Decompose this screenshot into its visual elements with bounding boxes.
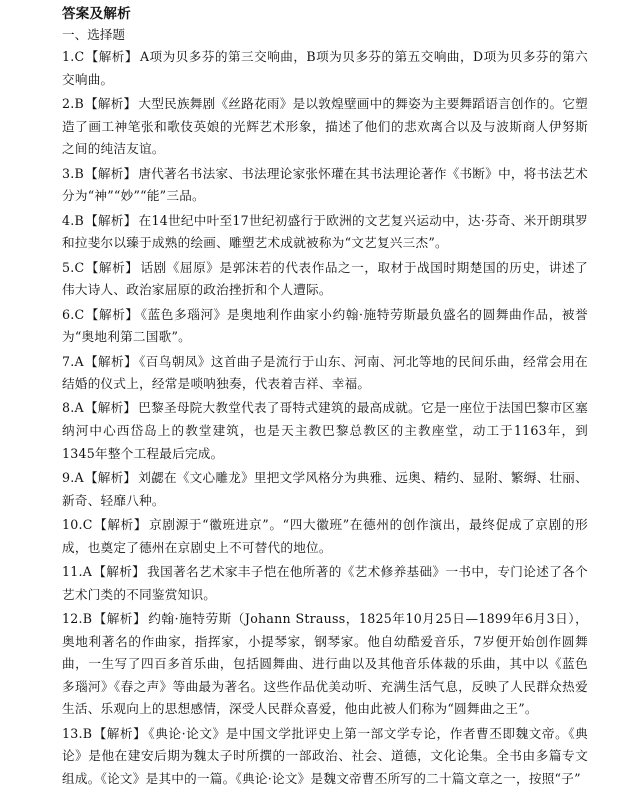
answer-explanation: 《百鸟朝凤》这首曲子是流行于山东、河南、河北等地的民间乐曲，经常会用在结婚的仪式上，经常是唢呐独奏，代表着吉祥、幸福。	[62, 353, 589, 392]
answer-explanation: 京剧源于“徽班进京”。“四大徽班”在德州的创作演出，最终促成了京剧的形成，也奠定了德州在京剧史上不可替代的地位。	[62, 517, 588, 555]
answer-number: 3.B	[62, 165, 85, 181]
analysis-tag: 【解析】	[85, 259, 139, 275]
answer-explanation: 在14世纪中叶至17世纪初盛行于欧洲的文艺复兴运动中，达·芬奇、米开朗琪罗和拉斐尔以臻于成熟的绘画、雕塑艺术成就被称为“文艺复兴三杰”。	[62, 212, 588, 251]
analysis-tag: 【解析】	[84, 470, 137, 486]
answer-item	[62, 514, 588, 559]
answer-number: 1.C	[62, 49, 85, 64]
analysis-tag: 【解析】	[85, 165, 137, 181]
answer-item	[62, 608, 588, 721]
analysis-tag: 【解析】	[93, 564, 146, 580]
answer-item	[62, 93, 588, 161]
analysis-tag: 【解析】	[85, 212, 137, 228]
analysis-tag: 【解析】	[84, 400, 137, 416]
answer-number: 13.B	[62, 725, 93, 741]
answer-explanation: 刘勰在《文心雕龙》里把文学风格分为典雅、远奥、精约、显附、繁缛、壮丽、新奇、轻靡八种。	[62, 470, 589, 508]
analysis-tag: 【解析】	[93, 611, 147, 627]
answer-list	[62, 46, 588, 791]
analysis-tag: 【解析】	[93, 725, 147, 741]
answer-number: 5.C	[62, 259, 85, 275]
answer-explanation: 唐代著名书法家、书法理论家张怀瓘在其书法理论著作《书断》中，将书法艺术分为“神”“妙”“能”三品。	[62, 165, 589, 204]
answer-item	[62, 351, 588, 396]
answer-number: 2.B	[62, 95, 85, 111]
answer-explanation: A项为贝多芬的第三交响曲，B项为贝多芬的第五交响曲，D项为贝多芬的第六交响曲。	[62, 49, 588, 87]
analysis-tag: 【解析】	[84, 353, 138, 369]
answer-explanation: 巴黎圣母院大教堂代表了哥特式建筑的最高成就。它是一座位于法国巴黎市区塞纳河中心西岱岛上的教堂建筑，也是天主教巴黎总教区的主教座堂，动工于1163年，到1345年整个工程最后完成。	[62, 400, 589, 461]
answer-number: 9.A	[62, 470, 84, 486]
answer-explanation: 约翰·施特劳斯（Johann Strauss，1825年10月25日—1899年6月3日），奥地利著名的作曲家，指挥家，小提琴家，钢琴家。他自幼酷爱音乐，7岁便开始创作圆舞曲，一生写了四百多首乐曲，包括圆舞曲、进行曲以及其他音乐体裁的乐曲，其中以《蓝色多瑙河》《春之声》等曲最为著名。这些作品优美动听、充满生活气息，反映了人民群众热爱生活、乐观向上的思想感情，深受人民群众喜爱，他由此被人们称为“圆舞曲之王”。	[62, 611, 589, 717]
analysis-tag: 【解析】	[85, 49, 138, 64]
analysis-tag: 【解析】	[85, 95, 137, 111]
answer-number: 12.B	[62, 611, 93, 627]
answer-item	[62, 397, 588, 465]
answer-number: 8.A	[62, 400, 84, 416]
answer-item	[62, 163, 588, 208]
answer-explanation: 话剧《屈原》是郭沫若的代表作品之一，取材于战国时期楚国的历史，讲述了伟大诗人、政治家屈原的政治挫折和个人遭际。	[62, 259, 589, 298]
analysis-tag: 【解析】	[93, 517, 148, 533]
answer-explanation: 《蓝色多瑙河》是奥地利作曲家小约翰·施特劳斯最负盛名的圆舞曲作品，被誉为“奥地利第二国歌”。	[62, 306, 588, 345]
answer-number: 10.C	[62, 517, 93, 533]
section-heading: 一、选择题	[62, 27, 125, 42]
answer-document	[62, 4, 588, 792]
answer-item	[62, 561, 588, 606]
answer-number: 4.B	[62, 212, 85, 228]
analysis-tag: 【解析】	[85, 306, 139, 322]
answer-explanation: 大型民族舞剧《丝路花雨》是以敦煌壁画中的舞姿为主要舞蹈语言创作的。它塑造了画工神笔张和歌伎英娘的光辉艺术形象，描述了他们的悲欢离合以及与波斯商人伊努斯之间的纯洁友谊。	[62, 95, 589, 157]
answer-number: 7.A	[62, 353, 84, 369]
document-title: 答案及解析	[62, 6, 131, 22]
answer-item	[62, 723, 588, 791]
answer-item	[62, 257, 588, 302]
answer-number: 11.A	[62, 564, 93, 580]
answer-item	[62, 210, 588, 255]
answer-item	[62, 46, 588, 91]
answer-number: 6.C	[62, 306, 85, 322]
answer-explanation: 《典论·论文》是中国文学批评史上第一部文学专论，作者曹丕即魏文帝。《典论》是他在建安后期为魏太子时所撰的一部政治、社会、道德，文化论集。全书由多篇专文组成。《论文》是其中的一篇。《典论·论文》是魏文帝曹丕所写的二十篇文章之一，按照“子”	[62, 725, 589, 786]
answer-item	[62, 304, 588, 349]
answer-item	[62, 467, 588, 512]
answer-explanation: 我国著名艺术家丰子恺在他所著的《艺术修养基础》一书中，专门论述了各个艺术门类的不同鉴赏知识。	[62, 564, 589, 602]
